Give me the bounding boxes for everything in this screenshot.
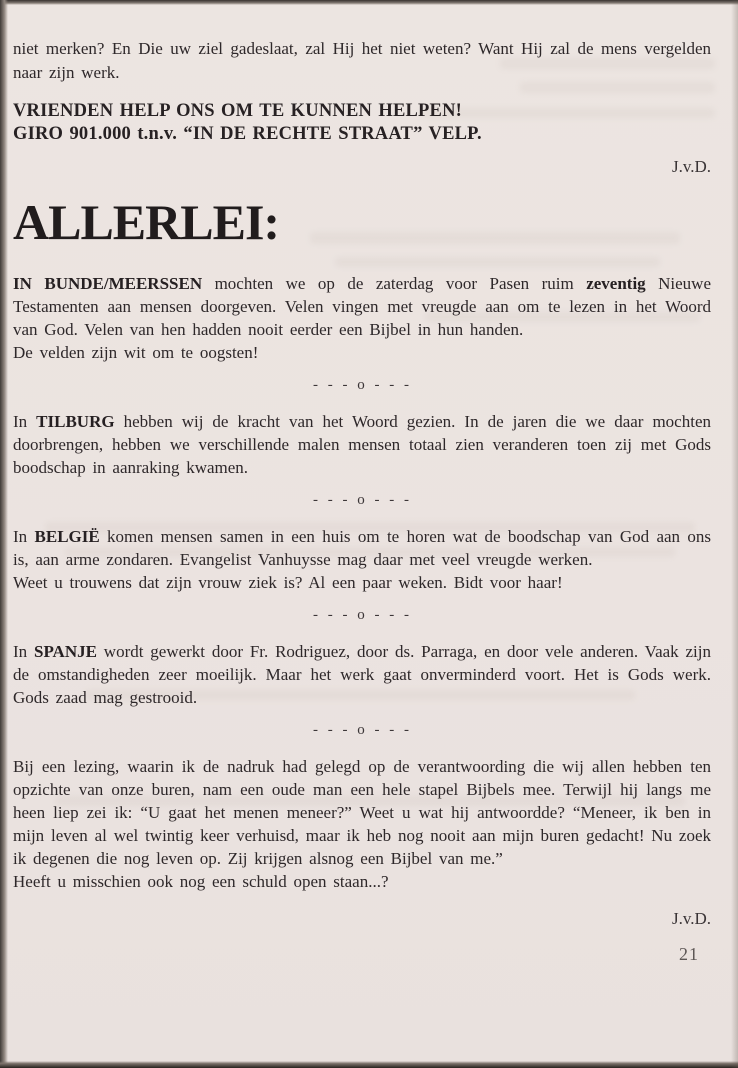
page-number: 21 bbox=[679, 944, 699, 964]
author-initials-bottom: J.v.D. bbox=[671, 909, 711, 928]
intro-paragraph: niet merken? En Die uw ziel gadeslaat, zal Hij het niet weten? Want Hij zal de mens vergelden naar zijn werk. bbox=[13, 39, 711, 82]
body-text: De velden zijn wit om te oogsten! bbox=[13, 343, 259, 362]
section-separator: - - - o - - - bbox=[313, 377, 411, 393]
scan-edge-bottom bbox=[0, 1061, 738, 1068]
article-body bbox=[13, 272, 711, 893]
author-initials-top: J.v.D. bbox=[671, 157, 711, 176]
body-text: Bij een lezing, waarin ik de nadruk had gelegd op de verantwoording die wij allen hebben ten opzichte van onze buren, nam een oude man een hele stapel Bijbels mee. Terwijl hij langs me heen liep zei ik: “U gaat het menen meneer?” Weet u wat hij antwoordde? “Meneer, ik ben in mijn leven al wel twintig keer verhuisd, maar ik heb nog nooit aan mijn buren gedacht! Nu zoek ik degenen die nog leven op. Zij krijgen alsnog een Bijbel van me.” bbox=[13, 757, 711, 868]
paragraph-lezing-anecdote bbox=[13, 755, 711, 870]
body-text: mochten we op de zaterdag voor Pasen ruim bbox=[202, 274, 587, 293]
body-text: wordt gewerkt door Fr. Rodriguez, door ds. Parraga, en door vele anderen. Vaak zijn de omstandigheden zeer moeilijk. Maar het werk gaat onverminderd voort. Het is Gods werk. Gods zaad mag gestrooid. bbox=[13, 642, 711, 707]
bold-emphasis: IN BUNDE/MEERSSEN bbox=[13, 274, 203, 293]
section-separator: - - - o - - - bbox=[313, 607, 411, 623]
paragraph-bunde-meerssen bbox=[13, 272, 711, 341]
body-text: In bbox=[13, 642, 34, 661]
bold-emphasis: TILBURG bbox=[36, 412, 115, 431]
paragraph-belgie bbox=[13, 525, 711, 571]
body-text: In bbox=[13, 412, 37, 431]
bold-emphasis: zeventig bbox=[586, 274, 646, 293]
body-text: Nieuwe Testamenten aan mensen doorgeven. Velen vingen met vreugde aan om te lezen in het Woord van God. Velen van hen hadden nooit eerder een Bijbel in hun handen. bbox=[13, 274, 712, 339]
bold-emphasis: SPANJE bbox=[33, 642, 97, 661]
paragraph-harvest-line bbox=[13, 341, 711, 364]
appeal-line-2: GIRO 901.000 t.n.v. “IN DE RECHTE STRAAT” VELP. bbox=[13, 124, 482, 144]
appeal-line-1: VRIENDEN HELP ONS OM TE KUNNEN HELPEN! bbox=[13, 101, 463, 121]
paragraph-tilburg bbox=[13, 410, 711, 479]
donation-appeal bbox=[13, 100, 711, 146]
bold-emphasis: BELGIË bbox=[34, 527, 100, 546]
section-separator: - - - o - - - bbox=[313, 722, 411, 738]
body-text: Heeft u misschien ook nog een schuld open staan...? bbox=[13, 872, 389, 891]
body-text: hebben wij de kracht van het Woord gezien. In de jaren die we daar mochten doorbrengen, hebben we verschillende malen mensen totaal zien veranderen toen zij met Gods boodschap in aanraking kwamen. bbox=[13, 412, 711, 477]
body-text: komen mensen samen in een huis om te horen wat de boodschap van God aan ons is, aan arme zondaren. Evangelist Vanhuysse mag daar met veel vreugde werken. bbox=[13, 527, 711, 569]
section-separator: - - - o - - - bbox=[313, 492, 411, 508]
paragraph-prayer-request bbox=[13, 571, 711, 594]
body-text: Weet u trouwens dat zijn vrouw ziek is? Al een paar weken. Bidt voor haar! bbox=[13, 573, 563, 592]
section-heading: ALLERLEI: bbox=[13, 194, 280, 250]
paragraph-schuld-question bbox=[13, 870, 711, 893]
body-text: In bbox=[13, 527, 35, 546]
paragraph-spanje bbox=[13, 640, 711, 709]
